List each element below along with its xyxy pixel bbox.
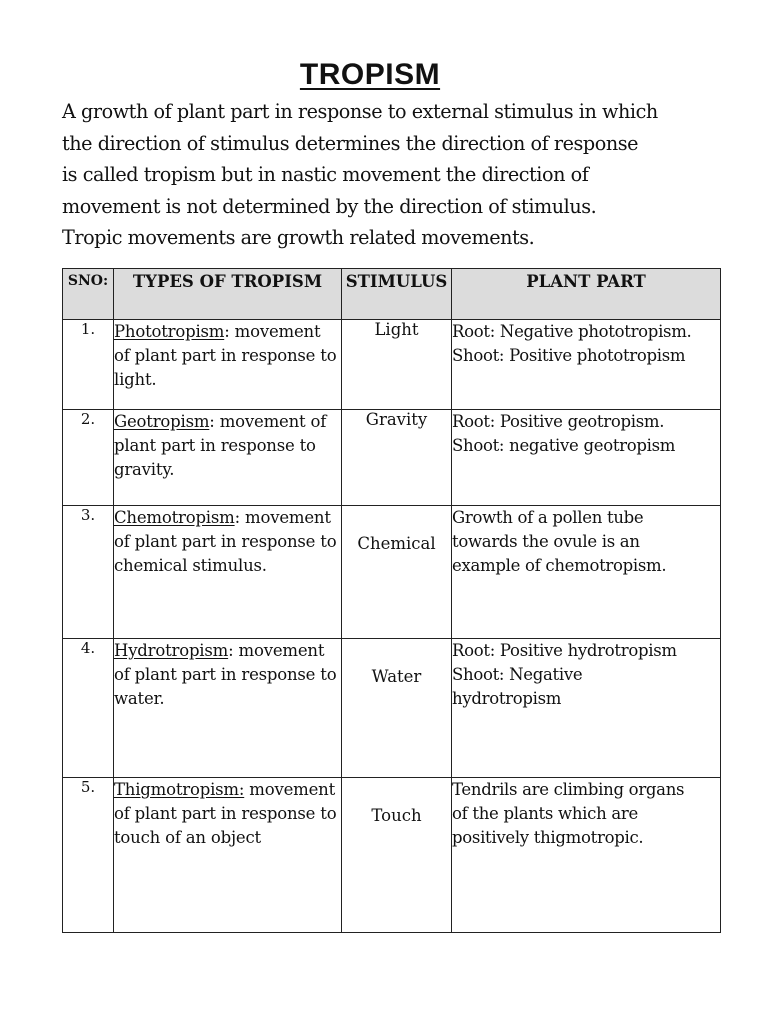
tropism-description: : movement of plant part in response to chemical stimulus. [114,508,337,576]
plant-part-line: Growth of a pollen tube [452,508,644,527]
table-row [63,320,721,410]
tropism-description: : movement of plant part in response to light. [114,322,337,390]
row-sno: 1. [63,320,114,410]
row-sno: 3. [63,506,114,639]
row-type [114,506,342,639]
row-type [114,639,342,778]
header-stimulus: STIMULUS [342,269,452,320]
plant-part-line: towards the ovule is an [452,532,640,552]
row-stimulus: Light [342,320,452,410]
table-header-row [63,269,721,320]
row-plant-part [452,778,721,933]
row-sno: 4. [63,639,114,778]
row-sno: 2. [63,410,114,506]
tropism-name: Geotropism [114,412,210,431]
intro-line: movement is not determined by the direction of stimulus. [62,194,597,218]
row-stimulus: Chemical [342,506,452,639]
tropism-name: Phototropism [114,322,225,341]
header-sno: SNO: [63,269,114,320]
plant-part-line: Root: Negative phototropism. [452,322,692,341]
row-type [114,778,342,933]
table-row [63,778,721,933]
plant-part-line: Root: Positive geotropism. [452,412,665,431]
row-stimulus: Touch [342,778,452,933]
tropism-name: Thigmotropism: [114,780,245,799]
intro-line: A growth of plant part in response to external stimulus in which [62,100,658,123]
table-row [63,410,721,506]
plant-part-line: Root: Positive hydrotropism [452,641,677,660]
row-stimulus: Water [342,639,452,778]
row-stimulus: Gravity [342,410,452,506]
plant-part-line: positively thigmotropic. [452,828,644,848]
tropism-name: Chemotropism [114,508,235,527]
plant-part-line: Tendrils are climbing organs [452,780,685,799]
table-row [63,639,721,778]
tropism-name: Hydrotropism [114,641,229,660]
row-sno: 5. [63,778,114,933]
header-plant-part: PLANT PART [452,269,721,320]
row-plant-part [452,320,721,410]
row-plant-part [452,639,721,778]
tropism-description: : movement of plant part in response to gravity. [114,412,327,480]
row-plant-part [452,410,721,506]
intro-line: is called tropism but in nastic movement the direction of [62,163,589,186]
row-plant-part [452,506,721,639]
plant-part-line: hydrotropism [452,689,562,709]
tropism-description: : movement of plant part in response to water. [114,641,337,709]
intro-paragraph [62,96,722,254]
plant-part-line: example of chemotropism. [452,556,667,576]
intro-line: the direction of stimulus determines the direction of response [62,131,639,155]
row-type [114,410,342,506]
table-row [63,506,721,639]
plant-part-line: Shoot: Positive phototropism [452,346,686,366]
tropism-table [62,268,721,933]
header-types-of-tropism: TYPES OF TROPISM [114,269,342,320]
plant-part-line: of the plants which are [452,804,638,824]
plant-part-line: Shoot: Negative [452,665,583,685]
row-type [114,320,342,410]
page-title [0,58,740,92]
tropism-description: movement of plant part in response to touch of an object [114,780,337,848]
intro-line: Tropic movements are growth related movements. [62,226,535,249]
page-title-text: TROPISM [299,58,441,92]
plant-part-line: Shoot: negative geotropism [452,436,676,456]
